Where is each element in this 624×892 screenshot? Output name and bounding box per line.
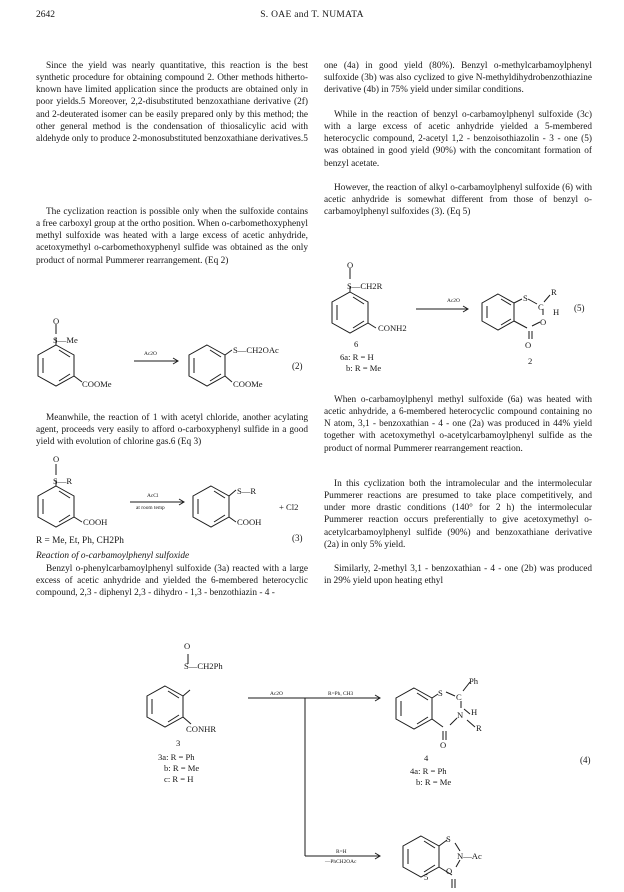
eq4-p4-o: O bbox=[440, 740, 447, 750]
eq5-structures bbox=[324, 262, 604, 342]
left-column-para-4 bbox=[36, 563, 308, 599]
eq4-p4-r: R bbox=[476, 723, 482, 733]
eq5-reagent: Ac2O bbox=[447, 298, 460, 304]
eq4-compound-number: 3 bbox=[176, 738, 181, 748]
right-column-para-5: In this cyclization both the intramolecular and the intermolecular Pummerer reactions are presumed to take place competitively, and under more drastic conditions (140° for 2 h) the intermolecular Pummerer reaction occurs preferentially to give acetoxymethyl o-acetylcarbamoylphenyl sulfide (90%) and benzoxathiane derivative (2a) in only 5% yield. bbox=[324, 479, 592, 550]
eq5-o: O bbox=[347, 260, 354, 270]
eq4-p5-o: O bbox=[446, 866, 453, 876]
eq5-r: R bbox=[551, 287, 557, 297]
eq5-h: H bbox=[553, 307, 560, 317]
eq4-conhr: CONHR bbox=[186, 724, 217, 734]
eq5-conh2: CONH2 bbox=[378, 323, 407, 333]
eq3-cooh-left: COOH bbox=[83, 517, 108, 527]
eq5-label-b: b: R = Me bbox=[346, 363, 382, 373]
eq4-p4-s: S bbox=[438, 688, 443, 698]
eq3-plus-cl2: + Cl2 bbox=[279, 502, 299, 512]
right-column-para-6: Similarly, 2-methyl 3,1 - benzoxathian - 4 - one (2b) was produced in 29% yield upon heating ethyl bbox=[324, 564, 592, 587]
section-heading: Reaction of o-carbamoylphenyl sulfoxide bbox=[36, 551, 190, 561]
right-column-para-4: When o-carbamoylphenyl methyl sulfoxide (6a) was heated with acetic anhydride, a 6-membered heterocyclic compound containing no N atom, 3,1 - benzoxathian - 4 - one (2a) was produced in 44% yield together with acetoxymethyl o-acetylcarbamoylphenyl sulfide as the product of normal Pummerer rearrangement reaction. bbox=[324, 395, 592, 454]
left-column-para-1 bbox=[36, 60, 308, 145]
right-column-para-2: While in the reaction of benzyl o-carbamoylphenyl sulfoxide (3c) with a large excess of acetic anhydride yielded a 5-membered heterocyclic compound, 2-acetyl 1,2 - benzoisothiazolin - 3 - one (5) was obtained in good yield (90%) with the concomitant formation of benzyl acetate. bbox=[324, 110, 592, 169]
paragraph: The cyclization reaction is possible only when the sulfoxide contains a free carboxyl group at the ortho position. When o-carbomethoxyphenyl methyl sulfoxide was heated with a large excess of acetic anhydride, acetoxymethyl o-carbomethoxyphenyl sulfide was obtained as the only product of normal Pummerer rearrangement. (Eq 2) bbox=[36, 207, 308, 266]
eq4-p4-c: C bbox=[456, 692, 462, 702]
eq4-p4-label-b: b: R = Me bbox=[416, 777, 452, 787]
eq4-lower-condition-1: R=H bbox=[336, 849, 347, 855]
eq2-reagent: Ac2O bbox=[144, 351, 157, 357]
eq5-number: (5) bbox=[574, 303, 585, 313]
eq4-p5-number: 5 bbox=[424, 872, 429, 882]
eq2-number: (2) bbox=[292, 361, 303, 371]
eq3-s-r-left: S—R bbox=[53, 476, 73, 486]
running-title: S. OAE and T. NUMATA bbox=[260, 10, 364, 20]
right-column-para-1: one (4a) in good yield (80%). Benzyl o-methylcarbamoylphenyl sulfoxide (3b) was also cyclized to give N-methyldihydrobenzothiazine derivative (4b) in 75% yield under similar conditions. bbox=[324, 61, 592, 96]
eq4-label-a: 3a: R = Ph bbox=[158, 752, 195, 762]
left-column-para-3 bbox=[36, 412, 308, 448]
eq3-o: O bbox=[53, 454, 60, 464]
eq4-upper-condition: R=Ph, CH3 bbox=[328, 691, 354, 697]
eq2-cooMe-right: COOMe bbox=[233, 379, 263, 389]
eq5-label-a: 6a: R = H bbox=[340, 352, 374, 362]
eq4-p4-n: N bbox=[457, 710, 464, 720]
eq4-p4-h: H bbox=[471, 707, 478, 717]
eq3-structures bbox=[30, 456, 330, 536]
eq4-p5-s: S bbox=[446, 834, 451, 844]
paragraph: Meanwhile, the reaction of 1 with acetyl chloride, another acylating agent, proceeds very easily to afford o-carboxyphenyl sulfide in a good yield with evolution of chlorine gas.6 (Eq 3) bbox=[36, 413, 308, 448]
eq4-p4-ph: Ph bbox=[469, 676, 479, 686]
right-column-para-3: However, the reaction of alkyl o-carbamoylphenyl sulfoxide (6) with acetic anhydride is somewhat different from those of benzyl o-carbamoylphenyl sulfoxides (3). (Eq 5) bbox=[324, 183, 592, 218]
page-header bbox=[0, 10, 624, 26]
eq4-s-ch2ph: S—CH2Ph bbox=[184, 661, 223, 671]
eq4-reagent: Ac2O bbox=[270, 691, 283, 697]
eq2-structures bbox=[30, 316, 330, 396]
eq2-cooMe-left: COOMe bbox=[82, 379, 112, 389]
eq2-s-ch2oac: S—CH2OAc bbox=[233, 345, 279, 355]
eq3-reagent: AcCl bbox=[147, 493, 159, 499]
eq5-s: S bbox=[523, 293, 528, 303]
eq4-o: O bbox=[184, 641, 191, 651]
eq4-structures bbox=[0, 630, 600, 890]
eq4-p5-nac: N—Ac bbox=[457, 851, 482, 861]
eq3-condition: at room temp bbox=[136, 505, 165, 511]
eq4-p4-label-a: 4a: R = Ph bbox=[410, 766, 447, 776]
eq2-s-me: S—Me bbox=[53, 335, 78, 345]
eq3-number: (3) bbox=[292, 533, 303, 543]
eq4-p4-number: 4 bbox=[424, 753, 429, 763]
eq5-o-carbonyl: O bbox=[525, 340, 532, 350]
eq4-label-c: c: R = H bbox=[164, 774, 194, 784]
eq3-s-r-right: S—R bbox=[237, 486, 257, 496]
page-number: 2642 bbox=[36, 10, 55, 20]
left-column-para-2 bbox=[36, 206, 308, 267]
eq5-product-number: 2 bbox=[528, 356, 533, 366]
eq5-s-ch2r: S—CH2R bbox=[347, 281, 383, 291]
eq4-number: (4) bbox=[580, 755, 591, 765]
eq5-o-ring: O bbox=[540, 317, 547, 327]
eq4-label-b: b: R = Me bbox=[164, 763, 200, 773]
r-substituent-line: R = Me, Et, Ph, CH2Ph bbox=[36, 536, 124, 546]
eq5-c: C bbox=[538, 302, 544, 312]
paragraph: Since the yield was nearly quantitative, this reaction is the best synthetic procedure for obtaining compound 2. Other methods hitherto-known have limited application since the products are obtained only in poor yields.5 Moreover, 2,2-disubstituted benzoxathiane derivative (2f) and 2-deuterated isomer can be easily prepared only by this method; the other general method is the condensation of thiosalicylic acid with aldehyde only to produce 2-monosubstituted benzoxathiane derivatives.5 bbox=[36, 61, 308, 144]
paragraph: Benzyl o-phenylcarbamoylphenyl sulfoxide (3a) reacted with a large excess of acetic anhydride and yielded the 6-membered heterocyclic compound, 2,3 - diphenyl 2,3 - dihydro - 1,3 - benzothiazin - 4 - bbox=[36, 564, 308, 599]
eq4-lower-condition-2: —PhCH2OAc bbox=[325, 859, 357, 865]
eq5-compound-number: 6 bbox=[354, 339, 359, 349]
eq2-o: O bbox=[53, 316, 60, 326]
eq3-cooh-right: COOH bbox=[237, 517, 262, 527]
